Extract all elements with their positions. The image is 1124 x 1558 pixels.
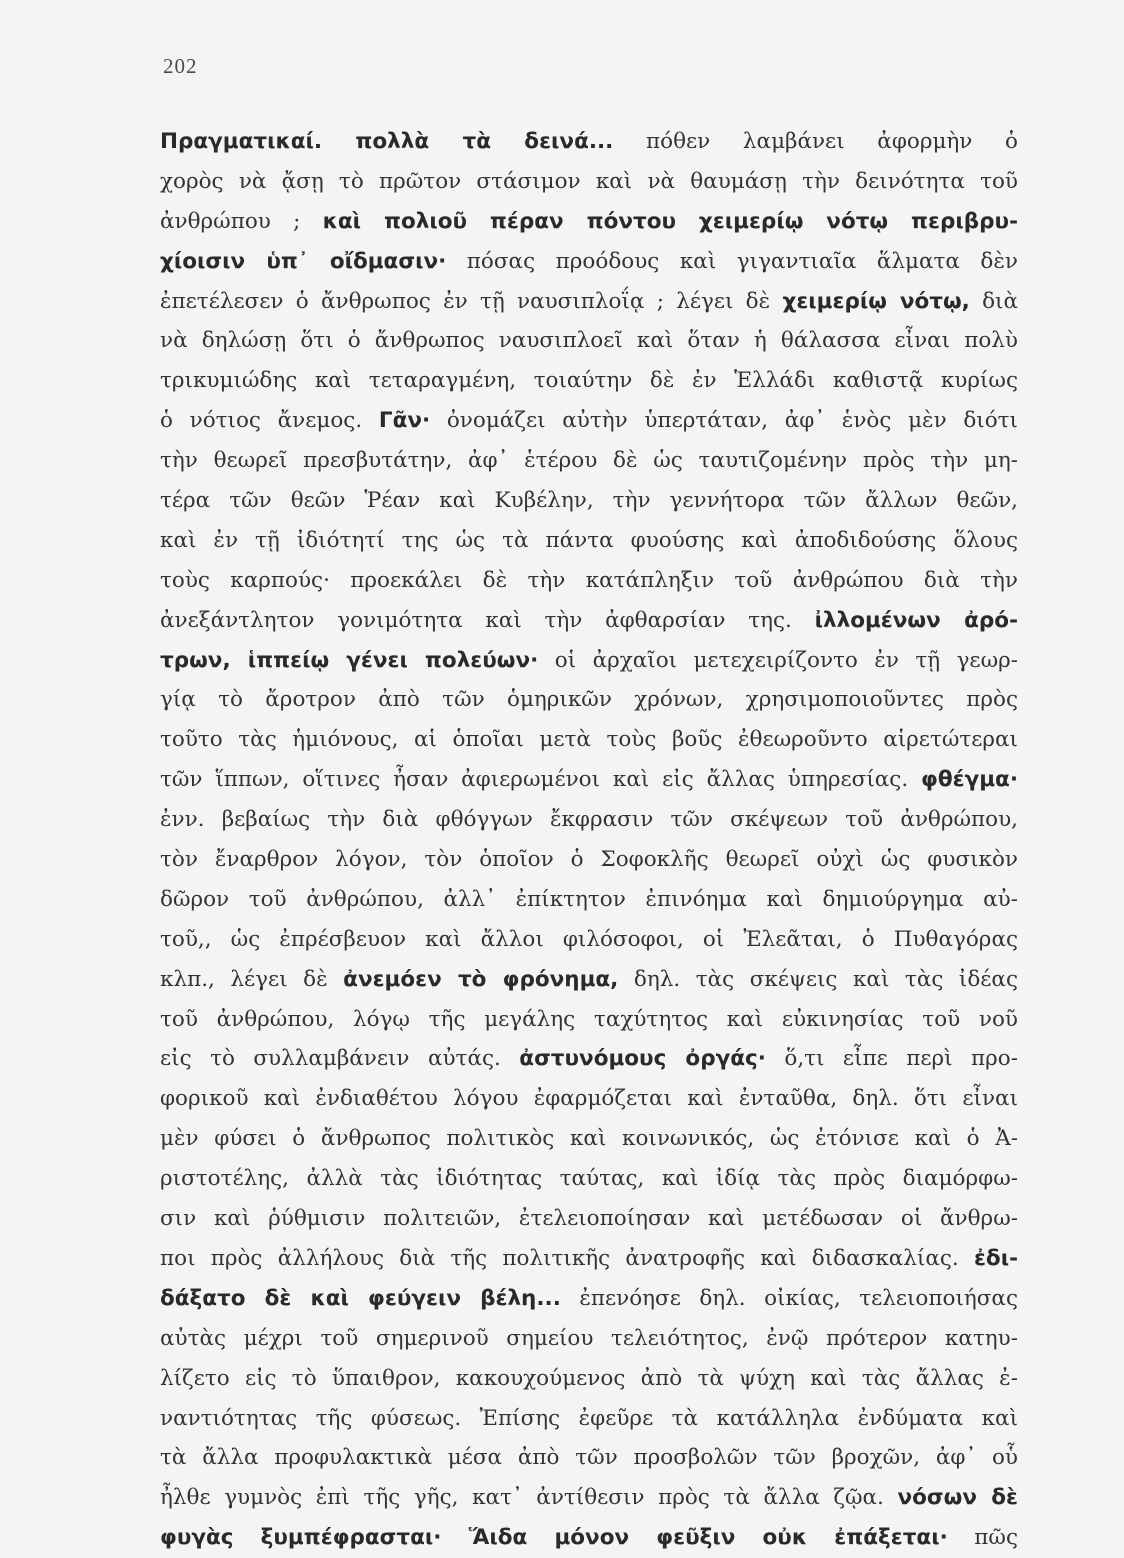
commentary-segment: γίᾳ τὸ ἄροτρον ἀπὸ τῶν ὁμηρικῶν χρόνων, χρησιμοποιοῦντες πρὸς — [160, 687, 1018, 713]
quoted-phrase: νόσων δὲ — [897, 1485, 1018, 1511]
commentary-segment: ἀνθρώπου ; — [160, 208, 323, 234]
text-line — [160, 1359, 1018, 1399]
commentary-segment: ἀνεξάντλητον γονιμότητα καὶ τὴν ἀφθαρσίαν της. — [160, 607, 815, 633]
quoted-phrase: ἰλλομένων ἀρό- — [814, 607, 1018, 633]
quoted-phrase: ἀνεμόεν τὸ φρόνημα, — [343, 966, 619, 992]
commentary-segment: τέρα τῶν θεῶν Ῥέαν καὶ Κυβέλην, τὴν γεννήτορα τῶν ἄλλων θεῶν, — [160, 488, 1018, 514]
commentary-segment: φορικοῦ καὶ ἐνδιαθέτου λόγου ἐφαρμόζεται καὶ ἐνταῦθα, δηλ. ὅτι εἶναι — [160, 1086, 1018, 1112]
quoted-phrase: Πραγματικαί. πολλὰ τὰ δεινά... — [160, 129, 614, 154]
commentary-segment: τῶν ἵππων, οἵτινες ἦσαν ἀφιερωμένοι καὶ εἰς ἄλλας ὑπηρεσίας. — [160, 767, 922, 793]
text-line — [160, 242, 1018, 282]
commentary-segment: νὰ δηλώσῃ ὅτι ὁ ἄνθρωπος ναυσιπλοεῖ καὶ ὅταν ἡ θάλασσα εἶναι πολὺ — [160, 328, 1018, 354]
commentary-segment: τοῦ ἀνθρώπου, λόγῳ τῆς μεγάλης ταχύτητος καὶ εὐκινησίας τοῦ νοῦ — [160, 1006, 1018, 1032]
text-line — [160, 1119, 1018, 1159]
quoted-phrase: ἀστυνόμους ὀργάς· — [519, 1046, 766, 1072]
text-line — [160, 122, 1018, 162]
commentary-segment: ναντιότητας τῆς φύσεως. Ἐπίσης ἐφεῦρε τὰ κατάλληλα ἐνδύματα καὶ — [160, 1405, 1018, 1431]
commentary-segment: ὀνομάζει αὐτὴν ὑπερτάταν, ἀφ᾿ ἑνὸς μὲν διότι — [430, 408, 1018, 434]
commentary-segment: μὲν φύσει ὁ ἄνθρωπος πολιτικὸς καὶ κοινωνικός, ὡς ἐτόνισε καὶ ὁ Ἀ- — [160, 1126, 1018, 1152]
text-line — [160, 1039, 1018, 1079]
text-line — [160, 1478, 1018, 1518]
commentary-segment: ὁ νότιος ἄνεμος. — [160, 408, 379, 434]
commentary-segment: σιν καὶ ῥύθμισιν πολιτειῶν, ἐτελειοποίησαν καὶ μετέδωσαν οἱ ἄνθρω- — [160, 1206, 1018, 1232]
text-line — [160, 960, 1018, 1000]
quoted-phrase: καὶ πολιοῦ πέραν πόντου χειμερίῳ νότῳ περιβρυ- — [322, 208, 1018, 234]
commentary-segment: δηλ. τὰς σκέψεις καὶ τὰς ἰδέας — [618, 966, 1018, 992]
text-line — [160, 441, 1018, 481]
text-line — [160, 1199, 1018, 1239]
commentary-segment: πῶς — [947, 1525, 1018, 1551]
commentary-segment: εἰς τὸ συλλαμβάνειν αὐτάς. — [160, 1046, 520, 1072]
text-line — [160, 1239, 1018, 1279]
text-line — [160, 401, 1018, 441]
text-line — [160, 1438, 1018, 1478]
text-line — [160, 1319, 1018, 1359]
text-line — [160, 361, 1018, 401]
commentary-segment: ὅ,τι εἶπε περὶ προ- — [765, 1046, 1019, 1072]
commentary-segment: καὶ ἐν τῇ ἰδιότητί της ὡς τὰ πάντα φυούσης καὶ ἀποδιδούσης ὅλους — [160, 527, 1018, 553]
commentary-segment: ριστοτέλης, ἀλλὰ τὰς ἰδιότητας ταύτας, καὶ ἰδίᾳ τὰς πρὸς διαμόρφω- — [160, 1166, 1018, 1192]
commentary-segment: τὰ ἄλλα προφυλακτικὰ μέσα ἀπὸ τῶν προσβολῶν τῶν βροχῶν, ἀφ᾿ οὗ — [160, 1445, 1018, 1471]
quoted-phrase: τρων, ἱππείῳ γένει πολεύων· — [160, 647, 539, 673]
commentary-segment: χορὸς νὰ ᾄσῃ τὸ πρῶτον στάσιμον καὶ νὰ θαυμάσῃ τὴν δεινότητα τοῦ — [160, 168, 1018, 194]
text-line — [160, 162, 1018, 202]
quoted-phrase: Γᾶν· — [378, 408, 431, 434]
text-line — [160, 321, 1018, 361]
quoted-phrase: φυγὰς ξυμπέφρασται· Ἅιδα μόνον φεῦξιν οὐκ ἐπάξεται· — [160, 1525, 948, 1551]
text-line — [160, 641, 1018, 681]
text-line — [160, 1000, 1018, 1040]
commentary-segment: ἐπενόησε δηλ. οἰκίας, τελειοποιήσας — [560, 1285, 1018, 1311]
text-line — [160, 760, 1018, 800]
commentary-segment: τοὺς καρπούς· προεκάλει δὲ τὴν κατάπληξιν τοῦ ἀνθρώπου διὰ τὴν — [160, 567, 1018, 593]
text-line — [160, 720, 1018, 760]
text-line — [160, 840, 1018, 880]
commentary-segment: ἦλθε γυμνὸς ἐπὶ τῆς γῆς, κατ᾿ ἀντίθεσιν πρὸς τὰ ἄλλα ζῷα. — [160, 1485, 898, 1511]
quoted-phrase: ἐδι- — [973, 1245, 1018, 1271]
text-line — [160, 1399, 1018, 1439]
text-line — [160, 1279, 1018, 1319]
text-line — [160, 561, 1018, 601]
text-line — [160, 601, 1018, 641]
commentary-segment: τοῦ,, ὡς ἐπρέσβευον καὶ ἄλλοι φιλόσοφοι, οἱ Ἐλεᾶται, ὁ Πυθαγόρας — [160, 926, 1018, 952]
page-number: 202 — [163, 54, 198, 78]
text-line — [160, 481, 1018, 521]
commentary-text — [160, 122, 1018, 1558]
commentary-segment: δῶρον τοῦ ἀνθρώπου, ἀλλ᾿ ἐπίκτητον ἐπινόημα καὶ δημιούργημα αὐ- — [160, 886, 1018, 912]
commentary-segment: πόθεν λαμβάνει ἀφορμὴν ὁ — [613, 129, 1018, 154]
quoted-phrase: δάξατο δὲ καὶ φεύγειν βέλη... — [160, 1285, 561, 1311]
commentary-segment: τοῦτο τὰς ἡμιόνους, αἱ ὁποῖαι μετὰ τοὺς βοῦς ἐθεωροῦντο αἱρετώτεραι — [160, 727, 1018, 753]
text-line — [160, 680, 1018, 720]
commentary-segment: ποι πρὸς ἀλλήλους διὰ τῆς πολιτικῆς ἀνατροφῆς καὶ διδασκαλίας. — [160, 1245, 974, 1271]
text-line — [160, 920, 1018, 960]
commentary-segment: λίζετο εἰς τὸ ὕπαιθρον, κακουχούμενος ἀπὸ τὰ ψύχη καὶ τὰς ἄλλας ἐ- — [160, 1365, 1018, 1391]
commentary-segment: ἐνν. βεβαίως τὴν διὰ φθόγγων ἔκφρασιν τῶν σκέψεων τοῦ ἀνθρώπου, — [160, 807, 1018, 833]
quoted-phrase: φθέγμα· — [921, 767, 1018, 793]
text-line — [160, 282, 1018, 322]
commentary-segment: οἱ ἀρχαῖοι μετεχειρίζοντο ἐν τῇ γεωρ- — [538, 647, 1019, 673]
text-line — [160, 1159, 1018, 1199]
commentary-segment: διὰ — [969, 288, 1018, 314]
commentary-segment: ἐπετέλεσεν ὁ ἄνθρωπος ἐν τῇ ναυσιπλοΐᾳ ; λέγει δὲ — [160, 288, 783, 314]
commentary-segment: πόσας προόδους καὶ γιγαντιαῖα ἅλματα δὲν — [446, 248, 1018, 274]
commentary-segment: αὐτὰς μέχρι τοῦ σημερινοῦ σημείου τελειότητος, ἐνῷ πρότερον κατηυ- — [160, 1325, 1018, 1351]
commentary-segment: τρικυμιώδης καὶ τεταραγμένη, τοιαύτην δὲ ἐν Ἑλλάδι καθιστᾷ κυρίως — [160, 368, 1018, 394]
text-line — [160, 1079, 1018, 1119]
commentary-segment: τὴν θεωρεῖ πρεσβυτάτην, ἀφ᾿ ἑτέρου δὲ ὡς ταυτιζομένην πρὸς τὴν μη- — [160, 448, 1018, 474]
text-line — [160, 800, 1018, 840]
commentary-segment: κλπ., λέγει δὲ — [160, 966, 344, 992]
quoted-phrase: χίοισιν ὑπ᾿ οἴδμασιν· — [160, 248, 447, 274]
text-line — [160, 521, 1018, 561]
text-line — [160, 1518, 1018, 1558]
text-line — [160, 202, 1018, 242]
quoted-phrase: χειμερίῳ νότῳ, — [782, 288, 970, 314]
text-line — [160, 880, 1018, 920]
commentary-segment: τὸν ἔναρθρον λόγον, τὸν ὁποῖον ὁ Σοφοκλῆς θεωρεῖ οὐχὶ ὡς φυσικὸν — [160, 847, 1018, 873]
